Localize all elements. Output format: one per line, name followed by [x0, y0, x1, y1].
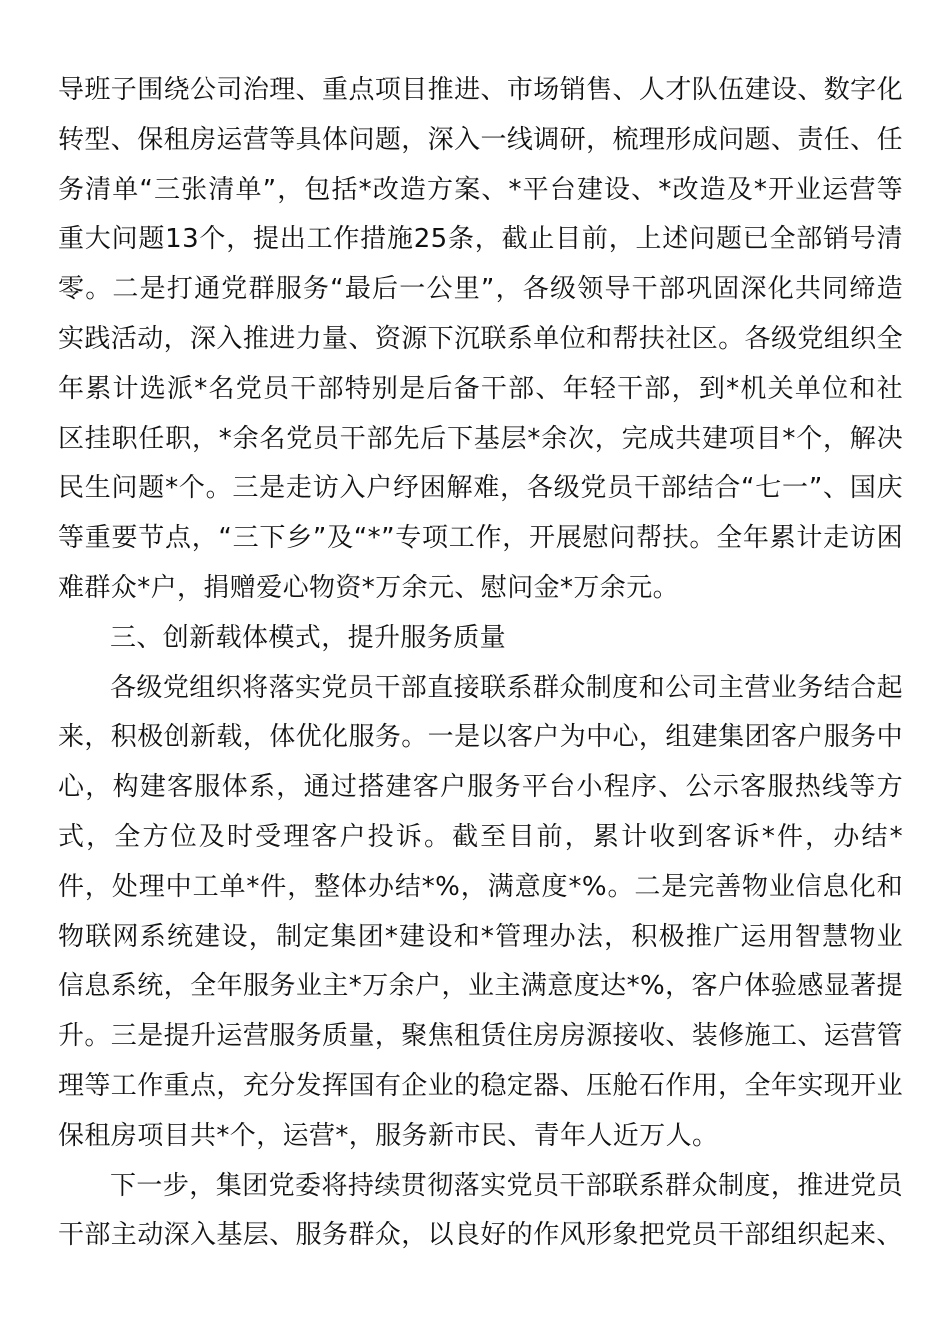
paragraph-customer-service: 各级党组织将落实党员干部直接联系群众制度和公司主营业务结合起来，积极创新载，体优化服务。一是以客户为中心，组建集团客户服务中心，构建客服体系，通过搭建客户服务平台小程序、公示客服热线等方式，全方位及时受理客户投诉。截至目前，累计收到客诉*件，办结*件，处理中工单*件，整体办结*%，满意度*%。二是完善物业信息化和物联网系统建设，制定集团*建设和*管理办法，积极推广运用智慧物业信息系统，全年服务业主*万余户，业主满意度达*%，客户体验感显著提升。三是提升运营服务质量，聚焦租赁住房房源接收、装修施工、运营管理等工作重点，充分发挥国有企业的稳定器、压舱石作用，全年实现开业保租房项目共*个，运营*，服务新市民、青年人近万人。 [58, 672, 903, 1151]
document-page [58, 66, 903, 1261]
paragraph-leadership-issues: 导班子围绕公司治理、重点项目推进、市场销售、人才队伍建设、数字化转型、保租房运营等具体问题，深入一线调研，梳理形成问题、责任、任务清单“三张清单”，包括*改造方案、*平台建设、*改造及*开业运营等重大问题13个，提出工作措施25条，截止目前，上述问题已全部销号清零。二是打通党群服务“最后一公里”，各级领导干部巩固深化共同缔造实践活动，深入推进力量、资源下沉联系单位和帮扶社区。各级党组织全年累计选派*名党员干部特别是后备干部、年轻干部，到*机关单位和社区挂职任职，*余名党员干部先后下基层*余次，完成共建项目*个，解决民生问题*个。三是走访入户纾困解难，各级党员干部结合“七一”、国庆等重要节点，“三下乡”及“*”专项工作，开展慰问帮扶。全年累计走访困难群众*户，捐赠爱心物资*万余元、慰问金*万余元。 [58, 75, 903, 603]
section-heading-innovation: 三、创新载体模式，提升服务质量 [110, 622, 507, 653]
paragraph-next-steps: 下一步，集团党委将持续贯彻落实党员干部联系群众制度，推进党员干部主动深入基层、服务群众，以良好的作风形象把党员干部组织起来、 [58, 1170, 903, 1251]
